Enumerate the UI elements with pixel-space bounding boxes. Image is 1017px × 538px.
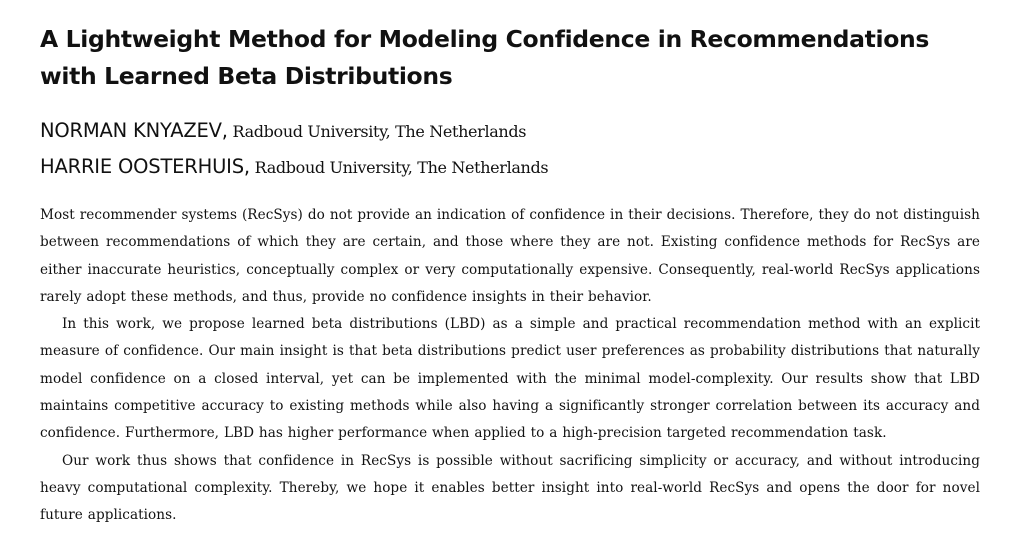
author-entry [40, 113, 980, 149]
abstract-paragraph: In this work, we propose learned beta distributions (LBD) as a simple and practical recommendation method with an explicit measure of confidence. Our main insight is that beta distributions predict user preferences as probability distributions that naturally model confidence on a closed interval, yet can be implemented with the minimal model-complexity. Our results show that LBD maintains competitive accuracy to existing methods while also having a significantly stronger correlation between its accuracy and confidence. Furthermore, LBD has higher performance when applied to a high-precision targeted recommendation task. [40, 316, 980, 442]
paper-page [40, 0, 980, 530]
paper-title: A Lightweight Method for Modeling Confidence in Recommendations with Learned Beta Distributions [40, 25, 930, 90]
abstract [40, 202, 980, 530]
author-affiliation: Radboud University, The Netherlands [227, 122, 527, 141]
abstract-paragraph: Most recommender systems (RecSys) do not provide an indication of confidence in their decisions. Therefore, they do not distinguish between recommendations of which they are certain, and those where they are not. Existing confidence methods for RecSys are either inaccurate heuristics, conceptually complex or very computationally expensive. Consequently, real-world RecSys applications rarely adopt these methods, and thus, provide no confidence insights in their behavior. [40, 207, 980, 305]
author-entry [40, 149, 980, 185]
author-name: HARRIE OOSTERHUIS, [40, 155, 250, 178]
author-list [40, 113, 980, 185]
author-affiliation: Radboud University, The Netherlands [249, 158, 549, 177]
abstract-paragraph: Our work thus shows that confidence in RecSys is possible without sacrificing simplicity or accuracy, and without introducing heavy computational complexity. Thereby, we hope it enables better insight into real-world RecSys and opens the door for novel future applications. [40, 452, 980, 524]
author-name: NORMAN KNYAZEV, [40, 119, 228, 142]
